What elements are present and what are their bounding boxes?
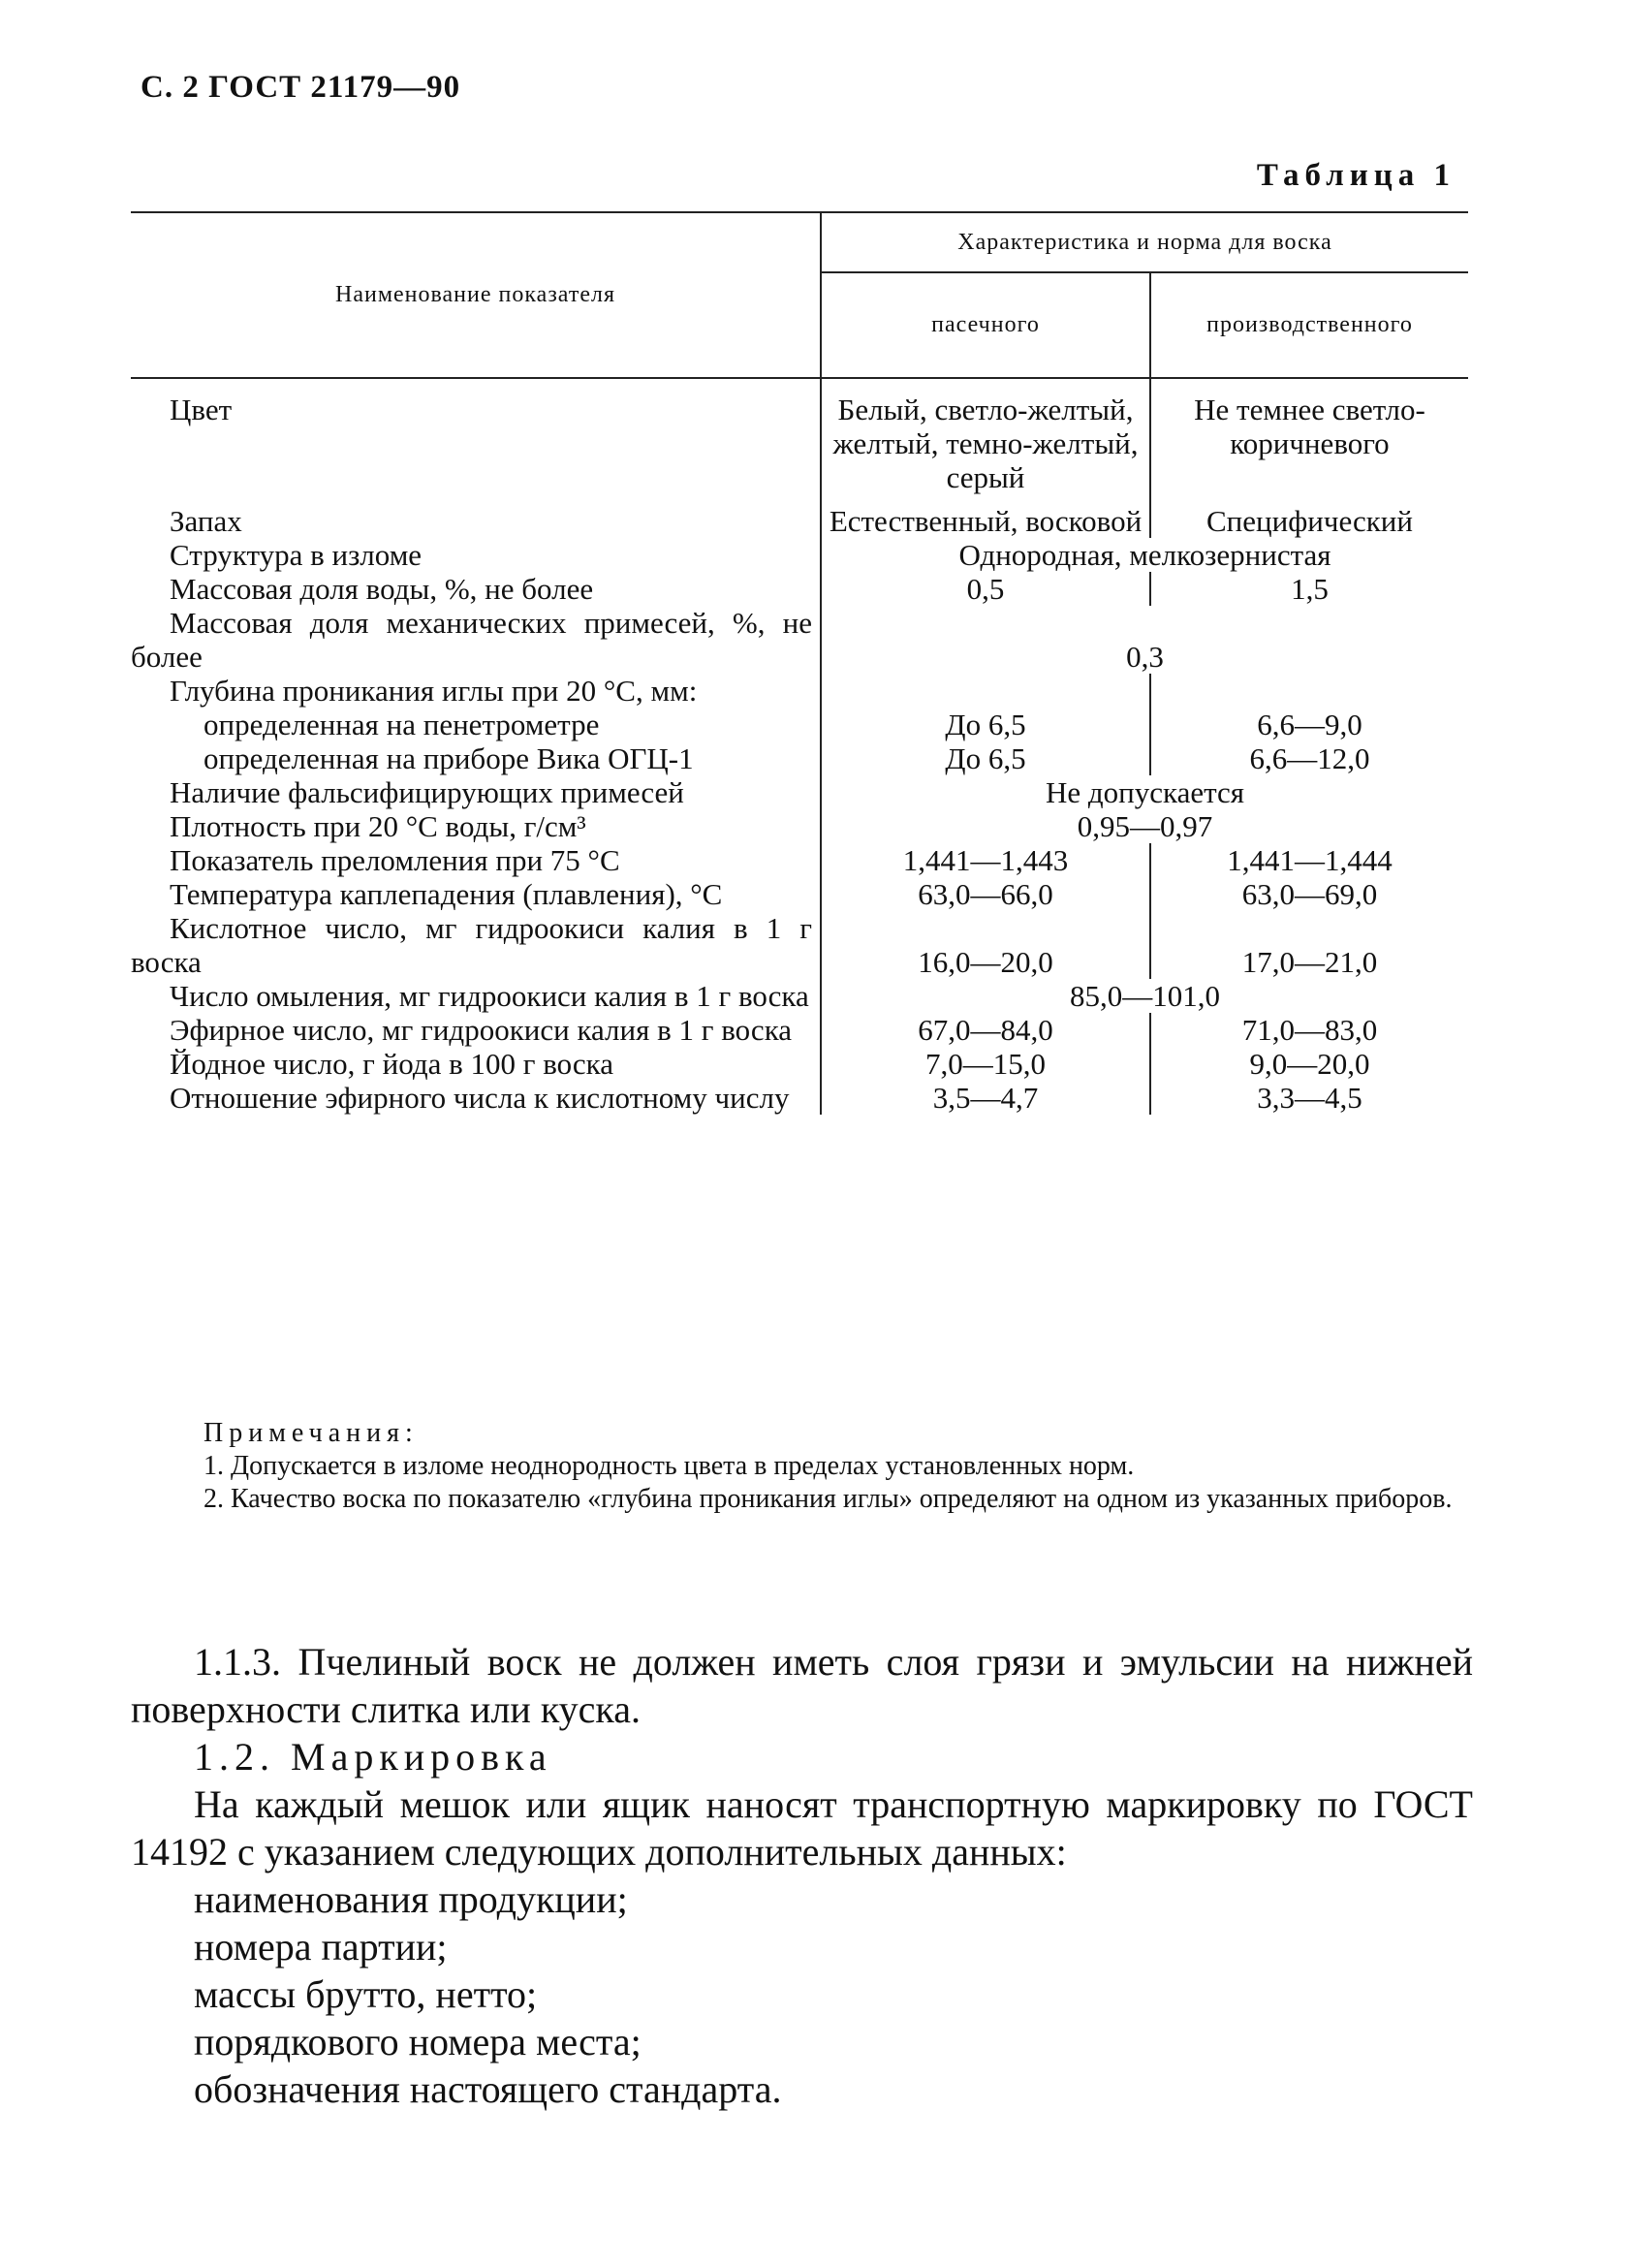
list-item: обозначения настоящего стандарта. [194, 2067, 782, 2111]
table-row [131, 911, 1468, 979]
cell-apiary: До 6,5 [821, 741, 1150, 775]
list-item: наименования продукции; [194, 1877, 628, 1921]
cell-apiary [821, 674, 1150, 708]
specification-table [131, 211, 1468, 1115]
table-row [131, 877, 1468, 911]
cell-industrial: 6,6—12,0 [1249, 741, 1370, 775]
note-item: 1. Допускается в изломе неоднородность цвета в пределах установленных норм. [204, 1451, 1135, 1481]
column-header-industrial: производственного [1150, 272, 1468, 378]
table-row [131, 1013, 1468, 1047]
cell-both: 85,0—101,0 [821, 979, 1468, 1013]
row-name: Эфирное число, мг гидроокиси калия в 1 г воска [170, 1013, 793, 1047]
body-text [131, 1638, 1473, 2113]
cell-apiary: 63,0—66,0 [821, 877, 1150, 911]
cell-industrial: 71,0—83,0 [1241, 1013, 1378, 1047]
table-row [131, 572, 1468, 606]
list-item: номера партии; [194, 1925, 448, 1969]
row-name: Температура каплепадения (плавления), °С [170, 877, 723, 911]
row-name: Число омыления, мг гидроокиси калия в 1 г воска [170, 979, 809, 1013]
cell-industrial: 6,6—9,0 [1257, 708, 1362, 741]
row-name: определенная на пенетрометре [204, 708, 600, 741]
cell-apiary: 1,441—1,443 [821, 843, 1150, 877]
note-item: 2. Качество воска по показателю «глубина проникания иглы» определяют на одном из указанных приборов. [204, 1484, 1453, 1514]
row-name: Кислотное число, мг гидроокиси калия в 1 г воска [131, 911, 812, 979]
table-notes [131, 1417, 1473, 1516]
cell-industrial: 3,3—4,5 [1257, 1081, 1362, 1115]
cell-apiary: 0,5 [821, 572, 1150, 606]
table-row [131, 1081, 1468, 1115]
cell-both: Однородная, мелкозернистая [821, 538, 1468, 572]
cell-industrial: 9,0—20,0 [1249, 1047, 1370, 1081]
row-name: Запах [170, 504, 242, 538]
table-row [131, 775, 1468, 809]
table-label: Таблица 1 [1256, 158, 1456, 193]
column-header-apiary: пасечного [821, 272, 1150, 378]
list-item: массы брутто, нетто; [194, 1972, 538, 2016]
cell-industrial [1150, 674, 1468, 708]
list-item: порядкового номера места; [194, 2020, 642, 2063]
cell-apiary: 16,0—20,0 [821, 911, 1150, 979]
row-name: Массовая доля воды, %, не более [170, 572, 594, 606]
row-name: Глубина проникания иглы при 20 °С, мм: [170, 674, 698, 708]
notes-title: Примечания: [204, 1418, 419, 1448]
table-row [131, 538, 1468, 572]
row-name: определенная на приборе Вика ОГЦ-1 [204, 741, 694, 775]
table-row [131, 741, 1468, 775]
cell-industrial: 17,0—21,0 [1241, 945, 1378, 979]
cell-industrial: 1,441—1,444 [1227, 843, 1393, 877]
row-name: Массовая доля механических примесей, %, не более [131, 606, 812, 674]
row-name: Плотность при 20 °С воды, г/см³ [170, 809, 586, 843]
row-name: Структура в изломе [170, 538, 423, 572]
paragraph-1-1-3: 1.1.3. Пчелиный воск не должен иметь слоя грязи и эмульсии на нижней поверхности слитка или куска. [131, 1640, 1473, 1731]
cell-industrial: 1,5 [1291, 572, 1329, 606]
cell-both: Не допускается [821, 775, 1468, 809]
cell-both: 0,3 [821, 606, 1468, 674]
cell-both: 0,95—0,97 [821, 809, 1468, 843]
row-name: Йодное число, г йода в 100 г воска [170, 1047, 614, 1081]
cell-industrial: Специфический [1205, 504, 1413, 538]
marking-intro: На каждый мешок или ящик наносят транспортную маркировку по ГОСТ 14192 с указанием следующих дополнительных данных: [131, 1782, 1473, 1874]
table-row [131, 674, 1468, 708]
cell-apiary: Естественный, восковой [821, 494, 1150, 538]
table-row [131, 1047, 1468, 1081]
column-header-name: Наименование показателя [131, 212, 821, 378]
cell-industrial: 63,0—69,0 [1241, 877, 1378, 911]
table-row [131, 606, 1468, 674]
table-row [131, 708, 1468, 741]
table-row [131, 979, 1468, 1013]
cell-apiary: 67,0—84,0 [821, 1013, 1150, 1047]
section-title-marking: 1.2. Маркировка [194, 1735, 552, 1779]
cell-apiary: 7,0—15,0 [821, 1047, 1150, 1081]
row-name: Цвет [170, 393, 233, 426]
table-row [131, 378, 1468, 494]
cell-industrial: Не темнее светло-коричневого [1194, 393, 1425, 460]
row-name: Отношение эфирного числа к кислотному числу [170, 1081, 790, 1115]
table-row [131, 494, 1468, 538]
table-row [131, 809, 1468, 843]
row-name: Наличие фальсифицирующих примесей [170, 775, 684, 809]
marking-list [131, 1875, 1473, 2113]
column-header-characteristic: Характеристика и норма для воска [821, 212, 1468, 272]
cell-apiary: Белый, светло-желтый, желтый, темно-желтый, серый [821, 378, 1150, 494]
cell-apiary: До 6,5 [821, 708, 1150, 741]
row-name: Показатель преломления при 75 °С [170, 843, 620, 877]
cell-apiary: 3,5—4,7 [821, 1081, 1150, 1115]
table-row [131, 843, 1468, 877]
running-head: С. 2 ГОСТ 21179—90 [141, 70, 461, 105]
